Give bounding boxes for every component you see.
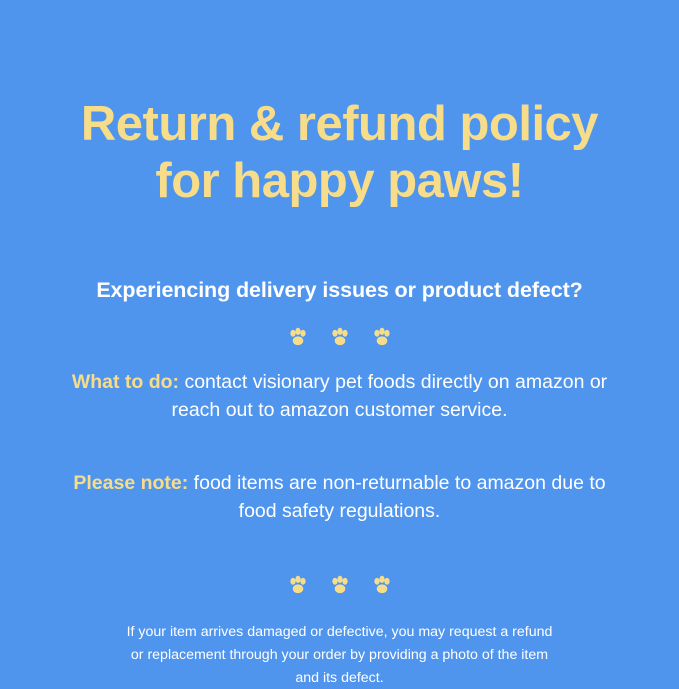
- what-to-do-label: What to do:: [71, 371, 180, 394]
- paw-print-icon: [330, 575, 350, 595]
- paw-print-icon: [288, 327, 308, 347]
- paw-divider-bottom: [288, 575, 392, 595]
- please-note-text: food items are non-returnable to amazon due to food safety regulations.: [188, 472, 606, 523]
- page-title: [81, 96, 598, 210]
- paw-print-icon: [288, 575, 308, 595]
- headline-line-2: for happy paws!: [155, 153, 524, 208]
- paw-print-icon: [372, 575, 392, 595]
- please-note-label: Please note:: [73, 472, 189, 495]
- headline-line-1: Return & refund policy: [80, 97, 599, 151]
- subheading: Experiencing delivery issues or product defect?: [96, 278, 583, 303]
- paw-print-icon: [330, 327, 350, 347]
- paw-divider-top: [288, 327, 392, 347]
- what-to-do-text: contact visionary pet foods directly on amazon or reach out to amazon customer service.: [171, 371, 608, 422]
- fineprint-text: If your item arrives damaged or defective, you may request a refund or replacement through your order by providing a photo of the item and its defect.: [126, 624, 553, 686]
- what-to-do-paragraph: [60, 369, 620, 424]
- paw-print-icon: [372, 327, 392, 347]
- please-note-paragraph: [60, 470, 620, 525]
